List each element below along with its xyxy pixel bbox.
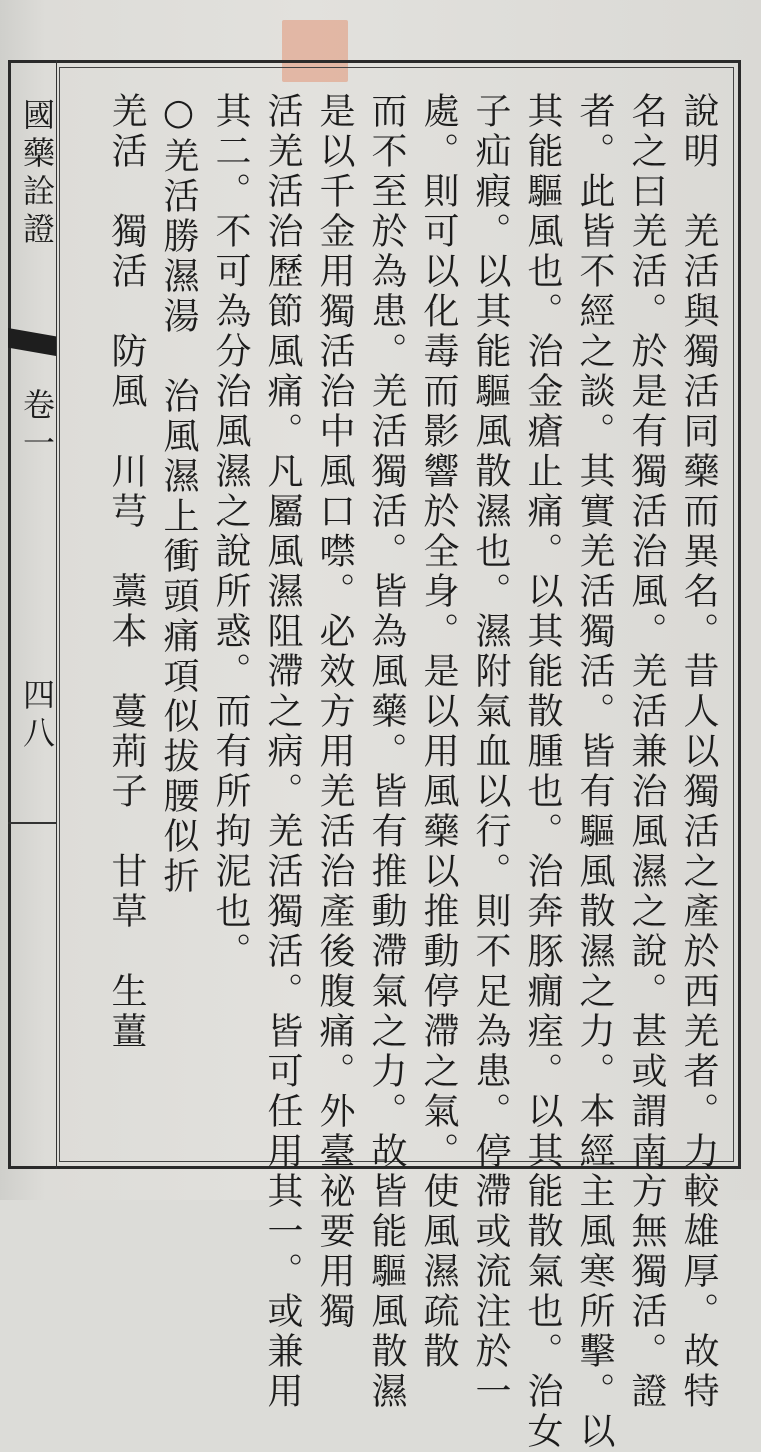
text-column-4: 其能驅風也。治金瘡止痛。以其能散腫也。治奔豚癇痓。以其能散氣也。治女 (522, 92, 563, 1452)
text-column-8: 是以千金用獨活治中風口噤。必效方用羌活治產後腹痛。外臺祕要用獨 (314, 92, 355, 1332)
margin-rule (8, 822, 56, 824)
text-column-5: 子疝瘕。以其能驅風散濕也。濕附氣血以行。則不足為患。停滯或流注於一 (470, 92, 511, 1412)
text-column-6: 處。則可以化毒而影響於全身。是以用風藥以推動停滯之氣。使風濕疏散 (418, 92, 459, 1372)
page-number: 四八 (18, 678, 56, 754)
text-column-1: 說明 羌活與獨活同藥而異名。昔人以獨活之產於西羌者。力較雄厚。故特 (678, 92, 719, 1412)
text-column-2: 名之曰羌活。於是有獨活治風。羌活兼治風濕之說。甚或謂南方無獨活。證 (626, 92, 667, 1412)
text-column-7: 而不至於為患。羌活獨活。皆為風藥。皆有推動滯氣之力。故皆能驅風散濕 (366, 92, 407, 1412)
text-column-9: 活羌活治歷節風痛。凡屬風濕阻滯之病。羌活獨活。皆可任用其一。或兼用 (262, 92, 303, 1412)
book-title: 國藥詮證 (18, 98, 56, 250)
text-column-11: ○羌活勝濕湯 治風濕上衝頭痛項似拔腰似折 (158, 92, 199, 897)
volume-label: 卷一 (18, 388, 56, 464)
text-column-10: 其二。不可為分治風濕之說所惑。而有所拘泥也。 (210, 92, 251, 972)
text-column-12: 羌活 獨活 防風 川芎 藁本 蔓荊子 甘草 生薑 (106, 92, 147, 1052)
text-column-3: 者。此皆不經之談。其實羌活獨活。皆有驅風散濕之力。本經主風寒所擊。以 (574, 92, 615, 1452)
